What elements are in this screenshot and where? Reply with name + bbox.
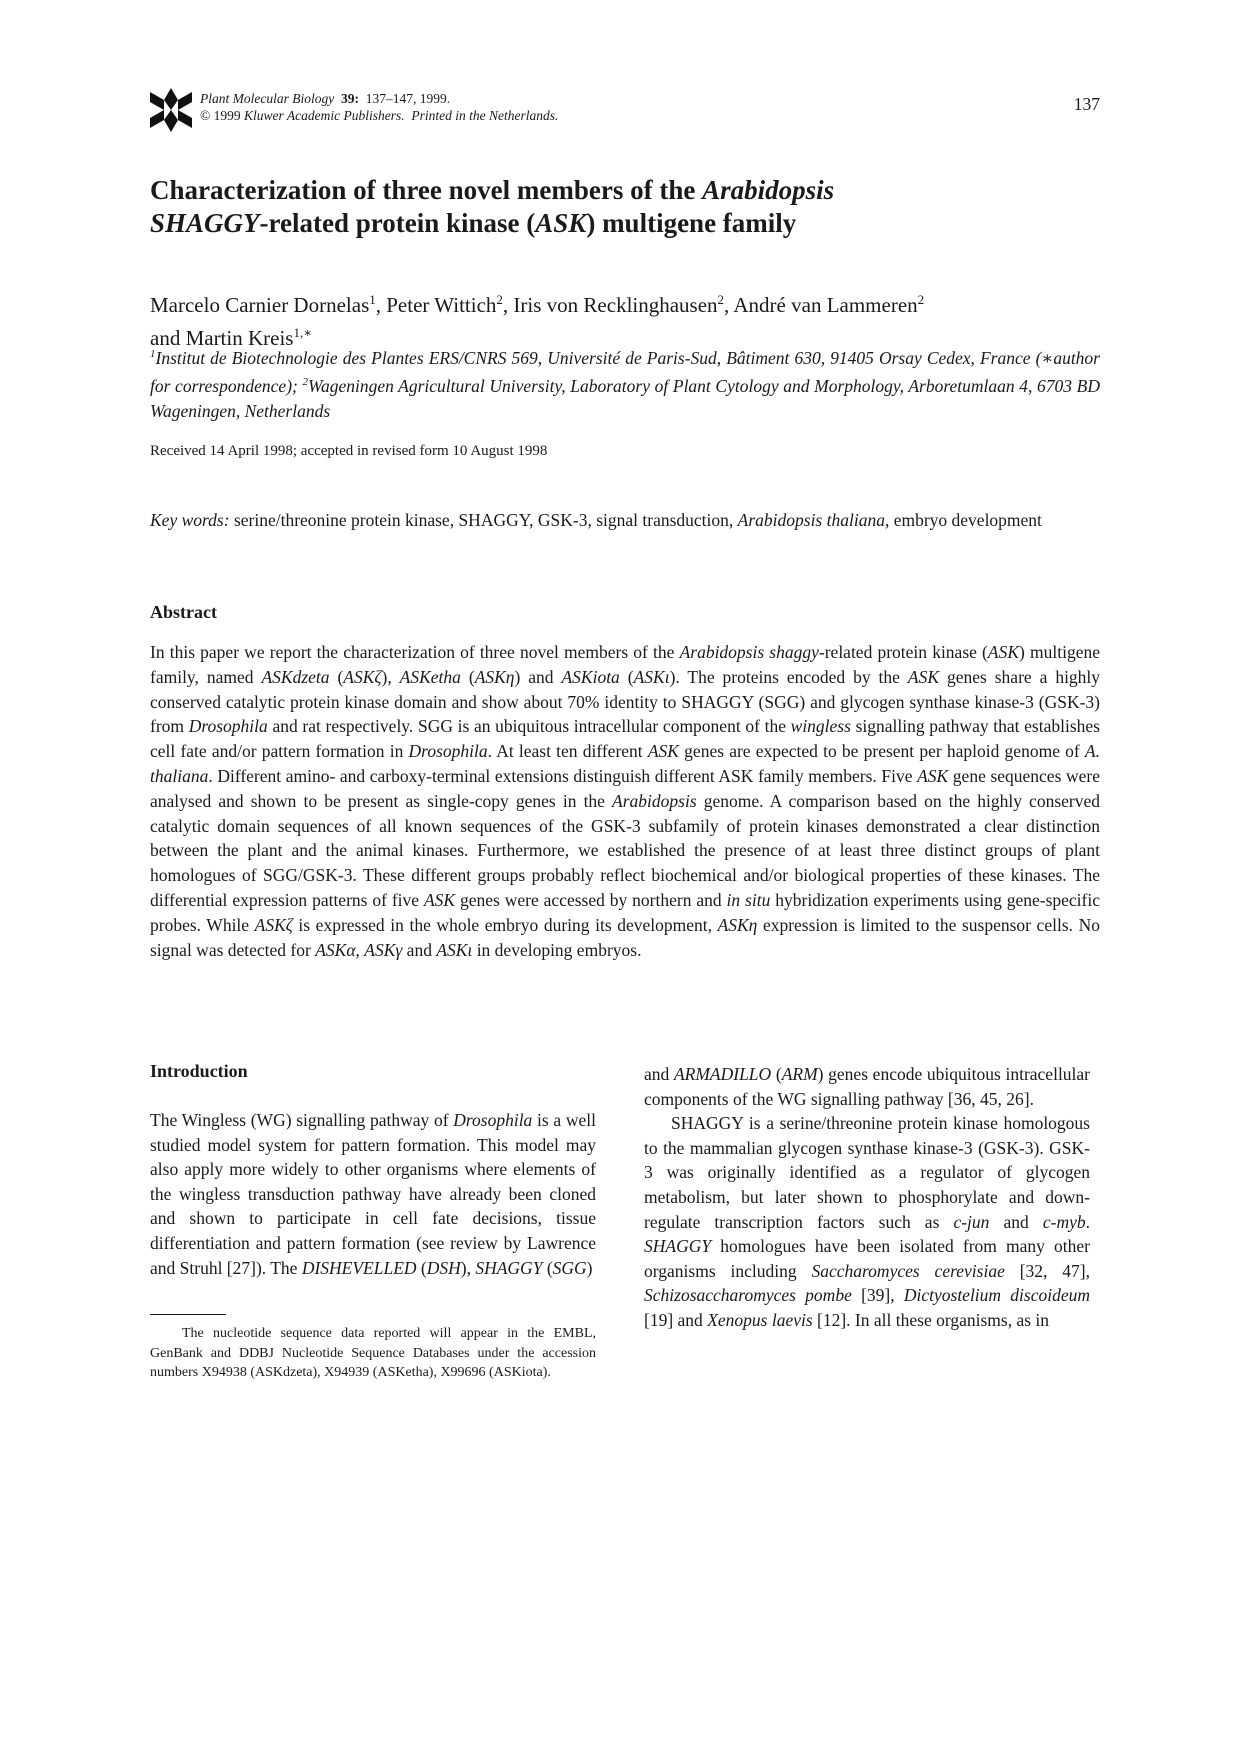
- body-italic: Schizosaccharomyces pombe: [644, 1285, 852, 1306]
- abstract-text: ,: [355, 939, 365, 960]
- body-text: ): [586, 1257, 593, 1278]
- intro-paragraph-continued: [644, 1062, 1090, 1111]
- author: , Peter Wittich: [375, 293, 497, 317]
- abstract-italic: ASKζ: [343, 666, 382, 687]
- affiliations: [150, 342, 1100, 423]
- abstract-italic: Drosophila: [188, 716, 268, 737]
- body-column-right: [644, 1062, 1090, 1333]
- abstract-text: signalling pathway that establishes cell fate and/or pattern formation in: [150, 716, 1100, 762]
- abstract-italic: Drosophila: [408, 741, 488, 762]
- abstract-italic: ASKι: [633, 666, 670, 687]
- body-text: [19] and: [644, 1309, 708, 1330]
- abstract-text: In this paper we report the characterization of three novel members of the: [150, 642, 680, 662]
- paper-title: [150, 174, 1100, 240]
- body-text: homologues have been isolated from many other organisms including: [644, 1236, 1090, 1281]
- abstract-text: (: [329, 666, 344, 687]
- affil-text: Wageningen Agricultural University, Laboratory of Plant Cytology and Morphology, Arboretumlaan 4, 6703 BD Wageningen, Netherlands: [150, 376, 1101, 421]
- abstract-italic: ASK: [917, 765, 949, 786]
- keywords-text: , embryo development: [884, 510, 1042, 530]
- author: , André van Lammeren: [724, 293, 918, 317]
- body-italic: Saccharomyces cerevisiae: [811, 1260, 1005, 1281]
- corresponding-note: ∗author for correspondence: [150, 347, 1100, 397]
- body-text: The Wingless (WG) signalling pathway of: [150, 1110, 454, 1130]
- author-affil-mark: 2: [717, 292, 725, 307]
- abstract-text: gene sequences were analysed and shown to be present as single-copy genes in the: [150, 765, 1100, 811]
- abstract-text: ). The proteins encoded by the: [669, 666, 908, 687]
- body-italic: SHAGGY: [475, 1257, 543, 1278]
- abstract-text: and: [402, 939, 437, 960]
- affil-text: Institut de Biotechnologie des Plantes ERS/CNRS 569, Université de Paris-Sud, Bâtiment 630, 91405 Orsay Cedex, France (: [155, 347, 1042, 368]
- affil-text: );: [286, 376, 303, 397]
- abstract-text: genes were accessed by northern and: [455, 889, 727, 910]
- body-italic: ARM: [781, 1064, 818, 1084]
- abstract-italic: ASKη: [474, 666, 515, 687]
- body-italic: ARMADILLO: [673, 1064, 772, 1084]
- body-italic: c-myb: [1042, 1211, 1086, 1232]
- abstract-italic: ASKdzeta: [261, 666, 330, 687]
- abstract-text: ) and: [514, 666, 562, 687]
- received-dates: Received 14 April 1998; accepted in revised form 10 August 1998: [150, 443, 548, 459]
- abstract-italic: ASKζ: [254, 914, 293, 935]
- abstract-text: ) multigene family, named: [150, 642, 1100, 687]
- body-text: [12]. In all these organisms, as in: [812, 1309, 1050, 1330]
- body-italic: Xenopus laevis: [707, 1309, 813, 1330]
- journal-citation: [200, 90, 558, 124]
- body-italic: SHAGGY: [644, 1236, 712, 1257]
- journal-header: [150, 88, 1100, 128]
- body-italic: c-jun: [953, 1211, 990, 1232]
- body-text: (: [542, 1257, 553, 1278]
- body-text: ),: [460, 1257, 476, 1278]
- publisher: Kluwer Academic Publishers.: [244, 108, 405, 123]
- author: Marcelo Carnier Dornelas: [150, 293, 370, 317]
- body-text: and: [989, 1211, 1043, 1232]
- abstract-text: hybridization experiments using gene-specific probes. While: [150, 889, 1100, 935]
- abstract-italic: in situ: [726, 889, 771, 910]
- journal-pages: 137–147, 1999.: [365, 91, 451, 106]
- author-affil-mark: 2: [496, 292, 503, 307]
- keywords: [150, 508, 1100, 533]
- author-affil-mark: 1: [369, 292, 376, 307]
- body-italic: DISHEVELLED: [301, 1257, 417, 1278]
- abstract-body: [150, 640, 1100, 962]
- title-text: ) multigene family: [586, 208, 797, 238]
- author: , Iris von Recklinghausen: [502, 293, 718, 317]
- introduction-heading: Introduction: [150, 1061, 248, 1081]
- body-text: is a well studied model system for pattern formation. This model may also apply more widely to other organisms where elements of the wingless transduction pathway have already been cloned and shown to participate in cell fate decisions, tissue differentiation and pattern formation (see review by Lawrence and Struhl [27]). The: [150, 1110, 596, 1278]
- abstract-text: is expressed in the whole embryo during its development,: [292, 914, 718, 935]
- abstract-text: genome. A comparison based on the highly conserved catalytic domain sequences of all known sequences of the GSK-3 subfamily of protein kinases demonstrated a clear distinction between the plant and the animal kinases. Furthermore, we established the presence of at least three distinct groups of plant homologues of SGG/GSK-3. These different groups probably reflect biochemical and/or biological properties of these kinases. The differential expression patterns of five: [150, 790, 1100, 910]
- abstract-heading: Abstract: [150, 602, 217, 622]
- journal-name: Plant Molecular Biology: [200, 91, 335, 106]
- body-text: [32, 47],: [1004, 1260, 1090, 1281]
- title-gene-abbr: ASK: [535, 208, 587, 238]
- body-text: [39],: [851, 1285, 904, 1306]
- abstract-italic: A. thaliana: [150, 741, 1100, 786]
- abstract-text: expression is limited to the suspensor cells. No signal was detected for: [150, 914, 1100, 960]
- title-gene: SHAGGY: [150, 208, 260, 238]
- abstract-italic: ASKetha: [399, 666, 461, 687]
- abstract-text: genes share a highly conserved catalytic protein kinase domain and show about 70% identity to SHAGGY (SGG) and glycogen synthase kinase-3 (GSK-3) from: [150, 666, 1101, 737]
- abstract-text: -related protein kinase (: [818, 642, 988, 662]
- body-text: and: [644, 1064, 674, 1084]
- abstract-text: (: [619, 666, 634, 687]
- body-text: (: [416, 1257, 427, 1278]
- publisher-logo-icon: [150, 88, 192, 132]
- keywords-label: Key words:: [150, 510, 230, 530]
- abstract-italic: Arabidopsis shaggy: [679, 642, 819, 662]
- abstract-italic: ASKα: [315, 939, 356, 960]
- abstract-text: . At least ten different: [487, 741, 648, 762]
- footnote: The nucleotide sequence data reported will appear in the EMBL, GenBank and DDBJ Nucleotide Sequence Databases under the accession numbers X94938 (ASKdzeta), X94939 (ASKetha), X99696 (ASKiota).: [150, 1326, 596, 1380]
- body-italic: Dictyostelium discoideum: [903, 1285, 1091, 1306]
- title-text: -related protein kinase (: [259, 208, 536, 238]
- abstract-italic: Arabidopsis: [612, 790, 697, 811]
- abstract-italic: wingless: [790, 716, 851, 737]
- affil-mark: 2: [302, 376, 308, 389]
- abstract-italic: ASKι: [436, 939, 473, 960]
- intro-paragraph: [644, 1111, 1090, 1332]
- author-affil-mark: 1,∗: [293, 325, 313, 340]
- abstract-italic: ASKγ: [364, 939, 403, 960]
- copyright: © 1999: [200, 108, 241, 123]
- body-italic: DSH: [426, 1257, 461, 1278]
- abstract-text: ),: [381, 666, 400, 687]
- abstract-italic: ASK: [987, 642, 1020, 662]
- affil-mark: 1: [150, 348, 156, 360]
- footnote-rule: [150, 1314, 226, 1315]
- keywords-species: Arabidopsis thaliana: [737, 510, 885, 530]
- abstract-italic: ASK: [647, 741, 679, 762]
- abstract-text: genes are expected to be present per haploid genome of: [678, 741, 1085, 762]
- body-text: (: [771, 1064, 782, 1084]
- keywords-text: serine/threonine protein kinase, SHAGGY, GSK-3, signal transduction,: [229, 510, 738, 530]
- page-number: 137: [1073, 94, 1100, 114]
- body-column-left: [150, 1108, 596, 1280]
- body-italic: SGG: [552, 1257, 587, 1278]
- body-text: SHAGGY is a serine/threonine protein kinase homologous to the mammalian glycogen synthase kinase-3 (GSK-3). GSK-3 was originally identified as a regulator of glycogen metabolism, but later shown to phosphorylate and down-regulate transcription factors such as: [644, 1113, 1090, 1232]
- body-italic: Drosophila: [453, 1110, 533, 1130]
- abstract-text: in developing embryos.: [472, 939, 642, 960]
- abstract-italic: ASK: [423, 889, 456, 910]
- intro-paragraph: [150, 1108, 596, 1280]
- body-text: ) genes encode ubiquitous intracellular components of the WG signalling pathway [36, 45, 26].: [644, 1064, 1091, 1109]
- printed-in: Printed in the Netherlands.: [411, 108, 559, 123]
- title-genus: Arabidopsis: [702, 175, 835, 205]
- abstract-italic: ASKiota: [561, 666, 620, 687]
- author: and Martin Kreis: [150, 326, 294, 350]
- abstract-text: (: [460, 666, 475, 687]
- journal-volume: 39:: [340, 91, 359, 106]
- body-text: .: [1085, 1211, 1090, 1232]
- abstract-italic: ASK: [907, 666, 940, 687]
- abstract-text: and rat respectively. SGG is an ubiquitous intracellular component of the: [267, 716, 791, 737]
- abstract-italic: ASKη: [717, 914, 758, 935]
- abstract-text: . Different amino- and carboxy-terminal extensions distinguish different ASK family members. Five: [208, 765, 918, 786]
- author-affil-mark: 2: [917, 292, 925, 307]
- title-text: Characterization of three novel members of the: [150, 175, 703, 205]
